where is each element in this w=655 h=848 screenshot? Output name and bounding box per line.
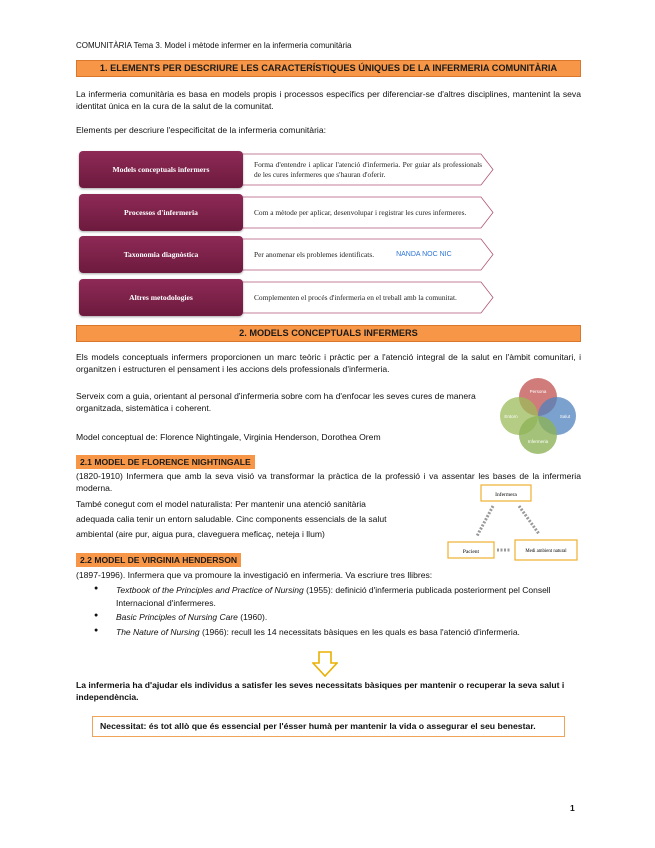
diagram-row-processos bbox=[79, 194, 495, 231]
section-1-intro: La infermeria comunitària es basa en models propis i processos específics per diferenciar-se d'altres disciplines, mantenint la seva identitat única en la cura de la salut de la comunitat. bbox=[76, 89, 581, 112]
nightingale-line-3: ambiental (aire pur, aigua pura, claveguera meficaç, neteja i llum) bbox=[76, 529, 325, 539]
section-2-paragraph-1: Els models conceptuals infermers proporcionen un marc teòric i pràctic per a l'atenció integral de la salut en l'àmbit comunitari, i organitzen i estructuren el pensament i les accions dels professionals d'infermeria. bbox=[76, 352, 581, 375]
necessitat-callout: Necessitat: és tot allò que és essencial per l'ésser humà per mantenir la vida o assegurar el seu benestar. bbox=[92, 716, 565, 737]
venn-label-infermeria: Infermeria bbox=[527, 439, 549, 444]
nightingale-flow-diagram bbox=[447, 484, 579, 562]
nanda-noc-nic-note: NANDA NOC NIC bbox=[396, 250, 452, 258]
henderson-intro: (1897-1996). Infermera que va promoure la investigació en infermeria. Va escriure tres llibres: bbox=[76, 570, 433, 580]
henderson-conclusion: La infermeria ha d'ajudar els individus a satisfer les seves necessitats bàsiques per mantenir o recuperar la seva salut i independència. bbox=[76, 680, 565, 703]
section-2-heading: 2. MODELS CONCEPTUALS INFERMERS bbox=[76, 325, 581, 342]
venn-label-entorn: Entorn bbox=[504, 414, 518, 419]
book-title: Basic Principles of Nursing Care bbox=[116, 612, 238, 623]
diagram-label: Taxonomia diagnòstica bbox=[79, 236, 243, 273]
venn-label-persona: Persona bbox=[529, 389, 547, 394]
diagram-label: Altres metodologies bbox=[79, 279, 243, 316]
book-details: (1955): definició d'infermeria publicada posteriorment pel Consell Internacional d'infermeres. bbox=[116, 585, 551, 609]
diagram-row-taxonomia bbox=[79, 236, 495, 273]
diagram-description: Com a mètode per aplicar, desenvolupar i registrar les cures infermeres. bbox=[254, 207, 467, 217]
book-details: (1960). bbox=[237, 612, 268, 623]
list-item bbox=[94, 611, 584, 624]
diagram-label: Processos d'infermeria bbox=[79, 194, 243, 231]
book-title: The Nature of Nursing bbox=[116, 626, 200, 637]
diagram-row-altres bbox=[79, 279, 495, 316]
venn-label-salut: Salut bbox=[559, 414, 571, 419]
down-arrow-icon bbox=[312, 651, 338, 677]
section-2-1-heading: 2.1 MODEL DE FLORENCE NIGHTINGALE bbox=[76, 455, 255, 469]
page-number: 1 bbox=[570, 803, 575, 813]
flow-label-medi-ambient: Medi ambient natural bbox=[525, 549, 567, 554]
diagram-description-row bbox=[254, 239, 482, 270]
section-2-2-heading: 2.2 MODEL DE VIRGINIA HENDERSON bbox=[76, 553, 241, 567]
section-2-paragraph-3: Model conceptual de: Florence Nightingale, Virginia Henderson, Dorothea Orem bbox=[76, 432, 381, 442]
venn-circle-infermeria bbox=[519, 416, 557, 454]
flow-arrow-right bbox=[519, 506, 539, 534]
section-1-heading: 1. ELEMENTS PER DESCRIURE LES CARACTERÍSTIQUES ÚNIQUES DE LA INFERMERIA COMUNITÀRIA bbox=[76, 60, 581, 77]
flow-arrow-left bbox=[477, 506, 493, 536]
section-2-paragraph-2: Serveix com a guia, orientant al personal d'infermeria sobre com ha d'enfocar les seves cures de manera organitzada, sistemàtica i coherent. bbox=[76, 391, 476, 414]
venn-diagram bbox=[497, 375, 579, 457]
book-title: Textbook of the Principles and Practice of Nursing bbox=[116, 585, 304, 595]
list-item bbox=[94, 584, 584, 610]
running-header: COMUNITÀRIA Tema 3. Model i mètode infermer en la infermeria comunitària bbox=[76, 41, 352, 50]
diagram-description: Forma d'entendre i aplicar l'atenció d'infermeria. Per guiar als professionals de les cures infermeres que s'hauran d'oferir. bbox=[254, 159, 482, 179]
nightingale-line-2: adequada calia tenir un entorn saludable. Cinc components essencials de la salut bbox=[76, 514, 387, 524]
elements-label: Elements per descriure l'especificitat de la infermeria comunitària: bbox=[76, 125, 327, 135]
list-item bbox=[94, 626, 584, 639]
henderson-books-list bbox=[94, 584, 584, 640]
diagram-description: Per anomenar els problemes identificats. bbox=[254, 249, 375, 259]
flow-label-infermera: Infermera bbox=[495, 492, 517, 498]
diagram-label: Models conceptuals infermers bbox=[79, 151, 243, 188]
nightingale-paragraph-1: (1820-1910) Infermera que amb la seva visió va transformar la pràctica de la professió i va assentar les bases de la infermeria moderna. bbox=[76, 471, 581, 494]
nightingale-line-1: També conegut com el model naturalista: Per mantenir una atenció sanitària bbox=[76, 499, 366, 509]
flow-label-pacient: Pacient bbox=[462, 549, 480, 555]
diagram-description: Complementen el procés d'infermeria en el treball amb la comunitat. bbox=[254, 292, 457, 302]
diagram-row-models bbox=[79, 151, 495, 188]
book-details: (1966): recull les 14 necessitats bàsiques en les quals es basa l'atenció d'infermeria. bbox=[199, 626, 520, 637]
